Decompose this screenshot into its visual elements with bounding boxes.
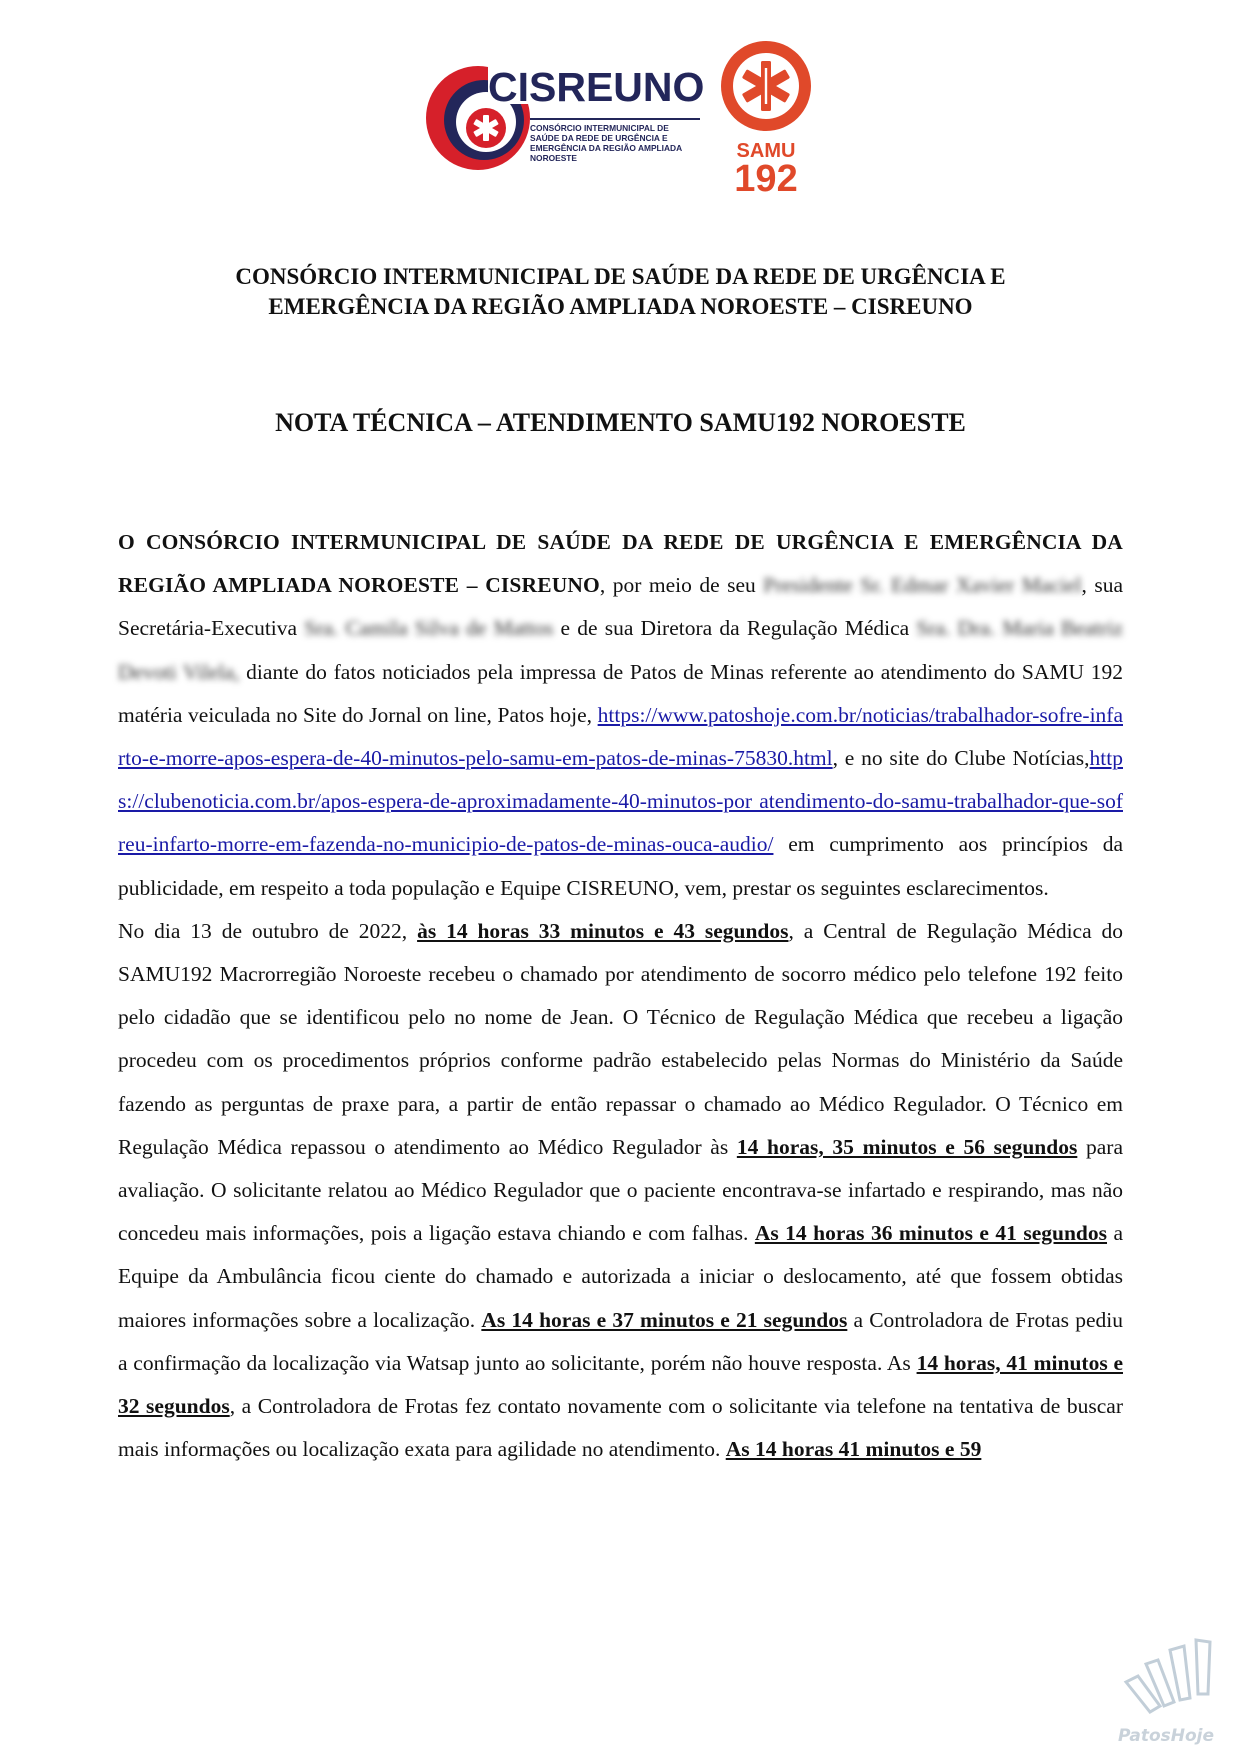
patoshoje-watermark: [1112, 1620, 1222, 1750]
text-span: No dia 13 de outubro de 2022,: [118, 918, 418, 943]
clubenoticia-link[interactable]: https://clubenoticia.com.br/apos-espera-de-aproximadamente-40-minutos-por atendimento-do-samu-trabalhador-que-sofreu-infarto-morre-em-fazenda-no-municipio-de-patos-de-minas-ouca-audio/: [118, 746, 1123, 857]
text-span: diante do fatos noticiados pela impressa de Patos de Minas referente ao atendimento do SAMU 192 matéria veiculada no Site do Jornal on line, Patos hoje,: [118, 659, 1123, 727]
timestamp-next-event: As 14 horas 41 minutos e 59: [725, 1437, 982, 1462]
organization-title-line1: CONSÓRCIO INTERMUNICIPAL DE SAÚDE DA REDE DE URGÊNCIA E: [235, 264, 1006, 289]
watermark-text: PatosHoje: [1118, 1726, 1215, 1746]
redacted-president: Presidente Sr. Edmar Xavier Maciel: [763, 573, 1082, 598]
samu-logo: [716, 40, 816, 210]
organization-title-line2: EMERGÊNCIA DA REGIÃO AMPLIADA NOROESTE – CISREUNO: [268, 294, 973, 319]
organization-name-bold: O CONSÓRCIO INTERMUNICIPAL DE SAÚDE DA REDE DE URGÊNCIA E EMERGÊNCIA DA REGIÃO AMPLIADA NOROESTE – CISREUNO: [118, 530, 1123, 598]
paragraph-intro: [118, 521, 1123, 910]
cisreuno-logo: [422, 62, 705, 174]
text-span: a Controladora de Frotas pediu a confirmação da localização via Watsap junto ao solicitante, porém não houve resposta. As: [118, 1307, 1123, 1375]
timestamp-whatsapp-confirmation: As 14 horas e 37 minutos e 21 segundos: [481, 1307, 848, 1332]
samu-star-of-life-icon: [716, 40, 816, 140]
header-logos: [0, 40, 1241, 210]
text-span: , e no site do Clube Notícias,: [832, 746, 1090, 771]
timestamp-phone-recontact: 14 horas, 41 minutos e 32 segundos: [118, 1350, 1123, 1419]
cisreuno-subtitle: CONSÓRCIO INTERMUNICIPAL DE SAÚDE DA REDE DE URGÊNCIA E EMERGÊNCIA DA REGIÃO AMPLIADA NOROESTE: [530, 118, 700, 163]
timestamp-call-transferred: 14 horas, 35 minutos e 56 segundos: [736, 1134, 1078, 1159]
samu-label: SAMU: [736, 140, 796, 162]
redacted-secretary: Sra. Camila Silva de Mattos: [304, 616, 554, 641]
text-span: , a Controladora de Frotas fez contato novamente com o solicitante via telefone na tentativa de buscar mais informações ou localização exata para agilidade no atendimento.: [118, 1394, 1123, 1462]
text-span: , por meio de seu: [599, 573, 764, 598]
timestamp-ambulance-notified: As 14 horas 36 minutos e 41 segundos: [754, 1221, 1108, 1246]
note-title: NOTA TÉCNICA – ATENDIMENTO SAMU192 NOROESTE: [275, 408, 966, 437]
text-span: e de sua Diretora da Regulação Médica: [553, 616, 917, 641]
samu-number: 192: [734, 158, 798, 200]
text-span: para avaliação. O solicitante relatou ao Médico Regulador que o paciente encontrava-se infartado e respirando, mas não concedeu mais informações, pois a ligação estava chiando e com falhas.: [118, 1134, 1123, 1246]
patoshoje-link[interactable]: https://www.patoshoje.com.br/noticias/trabalhador-sofre-infarto-e-morre-apos-espera-de-40-minutos-pelo-samu-em-patos-de-minas-75830.html: [118, 702, 1123, 771]
text-span: a Equipe da Ambulância ficou ciente do chamado e autorizada a iniciar o deslocamento, até que fossem obtidas maiores informações sobre a localização.: [118, 1221, 1124, 1332]
cisreuno-name: CISREUNO: [488, 64, 705, 110]
text-span: em cumprimento aos princípios da publicidade, em respeito a toda população e Equipe CISREUNO, vem, prestar os seguintes esclarecimentos.: [118, 832, 1123, 900]
organization-title: [118, 262, 1123, 322]
redacted-director: Sra. Dra. Maria Beatriz Devoti Vilela,: [118, 616, 1124, 684]
paragraph-timeline: [118, 910, 1123, 1472]
text-span: , sua Secretária-Executiva: [118, 573, 1123, 641]
patoshoje-logo-icon: [1112, 1620, 1222, 1730]
document-body: [118, 521, 1123, 1471]
text-span: , a Central de Regulação Médica do SAMU192 Macrorregião Noroeste recebeu o chamado por atendimento de socorro médico pelo telefone 192 feito pelo cidadão que se identificou pelo no nome de Jean. O Técnico de Regulação Médica que recebeu a ligação procedeu com os procedimentos próprios conforme padrão estabelecido pelas Normas do Ministério da Saúde fazendo as perguntas de praxe para, a partir de então repassar o chamado ao Médico Regulador. O Técnico em Regulação Médica repassou o atendimento ao Médico Regulador às: [118, 918, 1124, 1159]
timestamp-call-received: às 14 horas 33 minutos e 43 segundos: [417, 918, 789, 943]
